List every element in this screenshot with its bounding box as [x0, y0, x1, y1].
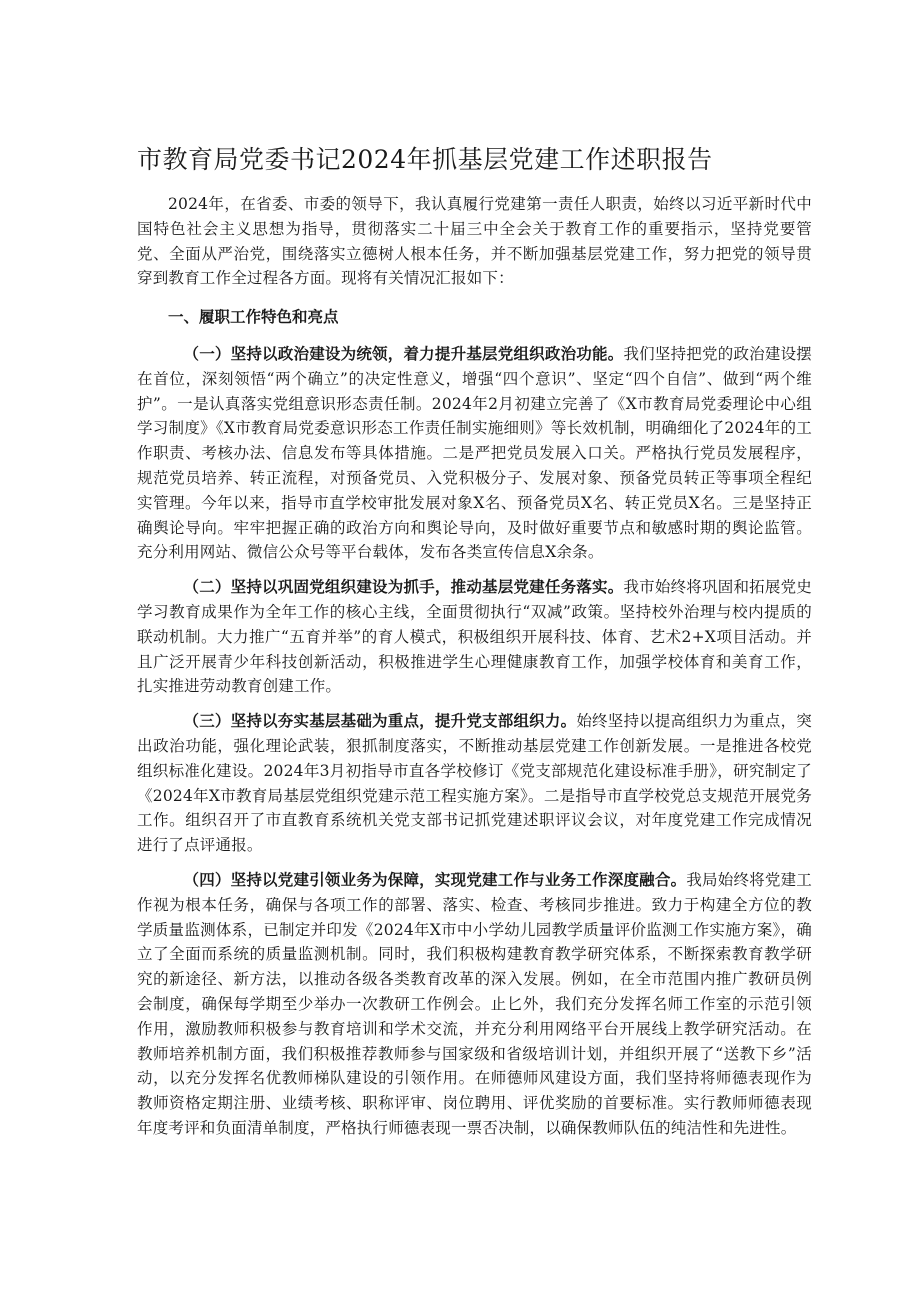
section-text-3: 始终坚持以提高组织力为重点，突出政治功能，强化理论武装，狠抓制度落实，不断推动基层党建工作创新发展。一是推进各校党组织标准化建设。2024年3月初指导市直各学校修订《党支部规范化建设标准手册》，研究制定了《2024年X市教育局基层党组织党建示范工程实施方案》。二是指导市直学校党总支规范开展党务工作。组织召开了市直教育系统机关党支部书记抓党建述职评议会议，对年度党建工作完成情况进行了点评通报。	[137, 712, 812, 855]
section-text-2: 我市始终将巩固和拓展党史学习教育成果作为全年工作的核心主线，全面贯彻执行“双减”政策。坚持校外治理与校内提质的联动机制。大力推广“五育并举”的育人模式，积极组织开展科技、体育、艺术2+X项目活动。并且广泛开展青少年科技创新活动，积极推进学生心理健康教育工作，加强学校体育和美育工作，扎实推进劳动教育创建工作。	[137, 578, 812, 696]
section-lead-1: （一）坚持以政治建设为统领，着力提升基层党组织政治功能。	[183, 343, 624, 363]
document-title: 市教育局党委书记2024年抓基层党建工作述职报告	[137, 145, 713, 174]
intro-paragraph: 2024年，在省委、市委的领导下，我认真履行党建第一责任人职责，始终以习近平新时代中国特色社会主义思想为指导，贯彻落实二十届三中全会关于教育工作的重要指示，坚持党要管党、全面从严治党，围绕落实立德树人根本任务，并不断加强基层党建工作，努力把党的领导贯穿到教育工作全过程各方面。现将有关情况汇报如下：	[137, 195, 812, 288]
section-heading: 一、履职工作特色和亮点	[168, 307, 339, 327]
section-text-4: 我局始终将党建工作视为根本任务，确保与各项工作的部署、落实、检查、考核同步推进。致力于构建全方位的教学质量监测体系，已制定并印发《2024年X市中小学幼儿园教学质量评价监测工作实施方案》，确立了全面而系统的质量监测机制。同时，我们积极构建教育教学研究体系，不断探索教育教学研究的新途径、新方法，以推动各级各类教育改革的深入发展。例如，在全市范围内推广教研员例会制度，确保每学期至少举办一次教研工作例会。止匕外，我们充分发挥名师工作室的示范引领作用，激励教师积极参与教育培训和学术交流，并充分利用网络平台开展线上教学研究活动。在教师培养机制方面，我们积极推荐教师参与国家级和省级培训计划，并组织开展了“送教下乡”活动，以充分发挥名优教师梯队建设的引领作用。在师德师风建设方面，我们坚持将师德表现作为教师资格定期注册、业绩考核、职称评审、岗位聘用、评优奖励的首要标准。实行教师师德表现年度考评和负面清单制度，严格执行师德表现一票否决制，以确保教师队伍的纯洁性和先进性。	[137, 870, 813, 1137]
section-paragraph-4	[137, 868, 812, 1141]
section-lead-2: （二）坚持以巩固党组织建设为抓手，推动基层党建任务落实。	[183, 577, 624, 597]
section-text-1: 我们坚持把党的政治建设摆在首位，深刻领悟“两个确立”的决定性意义，增强“四个意识”、坚定“四个自信”、做到“两个维护”。一是认真落实党组意识形态责任制。2024年2月初建立完善了《X市教育局党委理论中心组学习制度》《X市教育局党委意识形态工作责任制实施细则》等长效机制，明确细化了2024年的工作职责、考核办法、信息发布等具体措施。二是严把党员发展入口关。严格执行党员发展程序，规范党员培养、转正流程，对预备党员、入党积极分子、发展对象、预备党员转正等事项全程纪实管理。今年以来，指导市直学校审批发展对象X名、预备党员X名、转正党员X名。三是坚持正确舆论导向。牢牢把握正确的政治方向和舆论导向，及时做好重要节点和敏感时期的舆论监管。充分利用网站、微信公众号等平台载体，发布各类宣传信息X余条。	[137, 344, 812, 562]
section-lead-4: （四）坚持以党建引领业务为保障，实现党建工作与业务工作深度融合。	[183, 869, 687, 889]
section-lead-3: （三）坚持以夯实基层基础为重点，提升党支部组织力。	[183, 711, 577, 731]
section-paragraph-3	[137, 709, 812, 858]
section-paragraph-1	[137, 342, 812, 565]
section-paragraph-2	[137, 575, 812, 699]
